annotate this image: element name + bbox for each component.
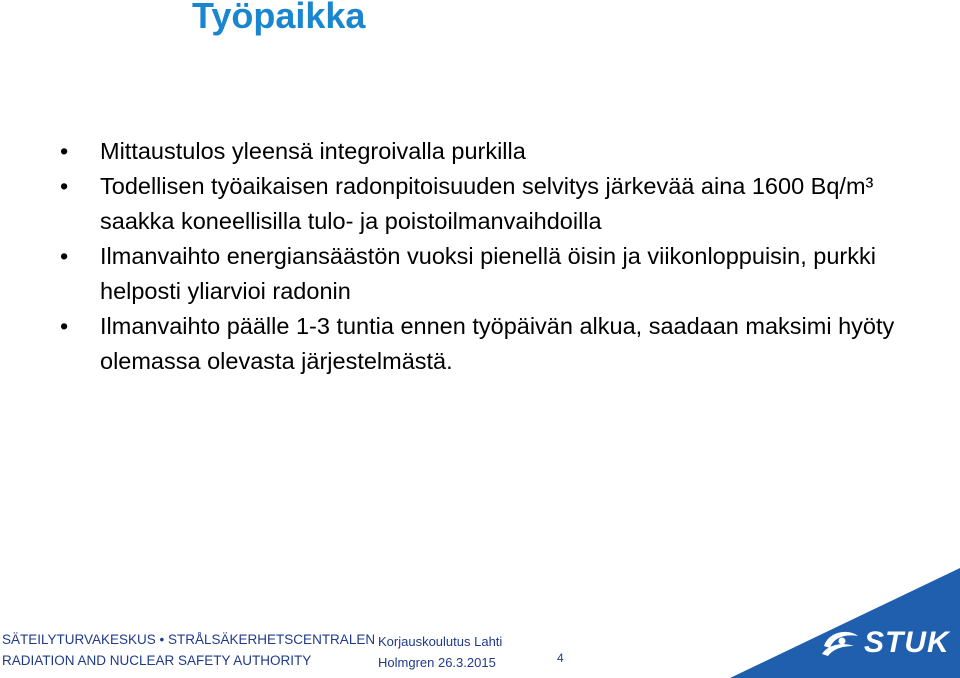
slide-title: Työpaikka [192,0,366,36]
bullet-item [60,239,940,309]
footer-event [378,632,502,672]
bullet-item [60,134,940,169]
bullet-marker: • [60,138,69,164]
footer-org-line2: RADIATION AND NUCLEAR SAFETY AUTHORITY [2,653,312,668]
bullet-text: Ilmanvaihto päälle 1-3 tuntia ennen työpäivän alkua, saadaan maksimi hyöty olemassa olevasta järjestelmästä. [100,313,895,374]
bullet-list [60,134,940,379]
bullet-marker: • [60,243,69,269]
stuk-logo [818,622,958,664]
stuk-wave-icon [818,626,862,660]
bullet-item [60,309,940,379]
bullet-marker: • [60,173,69,199]
footer-event-line1: Korjauskoulutus Lahti [378,634,503,649]
bullet-item [60,169,940,239]
bullet-marker: • [60,313,69,339]
bullet-text: Mittaustulos yleensä integroivalla purkilla [100,138,526,164]
bullet-text: Ilmanvaihto energiansäästön vuoksi pienellä öisin ja viikonloppuisin, purkki helposti yliarvioi radonin [100,243,876,304]
bullet-text: Todellisen työaikaisen radonpitoisuuden selvitys järkevää aina 1600 Bq/m³ saakka koneellisilla tulo- ja poistoilmanvaihdoilla [100,173,874,234]
footer-org-line1: SÄTEILYTURVAKESKUS • STRÅLSÄKERHETSCENTRALEN [2,632,376,647]
footer-organization [2,630,375,670]
footer-event-line2: Holmgren 26.3.2015 [378,655,496,670]
logo-text: STUK [864,626,950,659]
page-number: 4 [557,651,564,665]
